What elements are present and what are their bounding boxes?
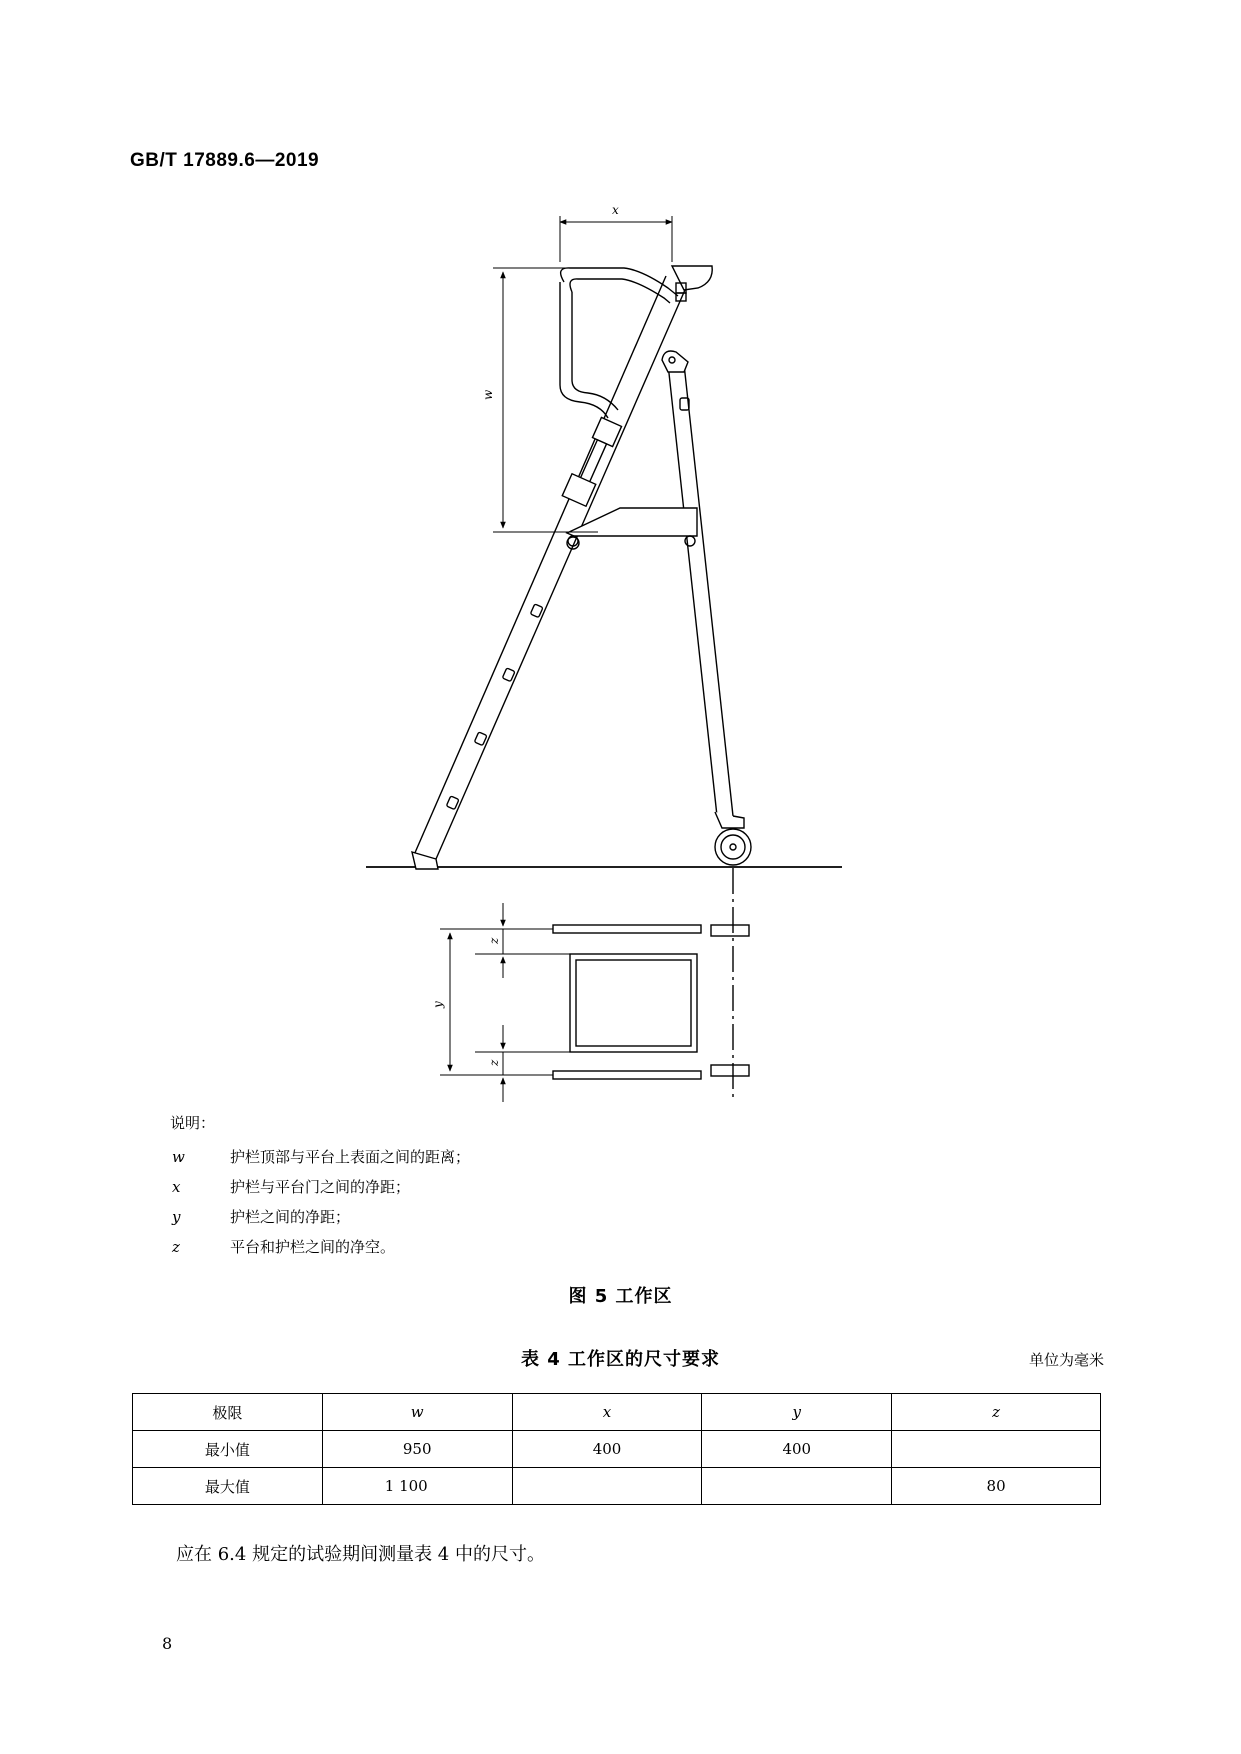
legend-text: 护栏与平台门之间的净距； <box>230 1178 411 1196</box>
legend-text: 护栏之间的净距； <box>230 1208 351 1226</box>
rear-leg <box>662 351 751 1100</box>
guardrail <box>560 266 712 506</box>
legend-item <box>170 1232 870 1262</box>
table-header: w <box>322 1394 512 1431</box>
legend-title: 说明： <box>170 1114 216 1132</box>
table-cell: 400 <box>512 1431 702 1468</box>
legend-symbol: w <box>172 1148 185 1166</box>
work-area-dimension-table <box>132 1393 1101 1505</box>
table-cell <box>702 1468 892 1505</box>
plan-view <box>440 903 749 1102</box>
legend-symbol: y <box>172 1208 181 1226</box>
table-cell: 950 <box>322 1431 512 1468</box>
table-row <box>133 1431 1101 1468</box>
table-header: y <box>702 1394 892 1431</box>
table-header: 极限 <box>133 1394 323 1431</box>
table-title: 表 4 工作区的尺寸要求 <box>520 1349 721 1370</box>
legend-item <box>170 1172 870 1202</box>
standard-code: GB/T 17889.6—2019 <box>130 150 320 171</box>
table-header-row <box>133 1394 1101 1431</box>
legend-text: 平台和护栏之间的净空。 <box>230 1238 396 1256</box>
page-number: 8 <box>162 1634 173 1653</box>
table-unit: 单位为毫米 <box>1028 1351 1104 1369</box>
table-header: x <box>512 1394 702 1431</box>
table-cell: 最大值 <box>133 1468 323 1505</box>
table-cell <box>892 1431 1101 1468</box>
legend-item <box>170 1202 870 1232</box>
table-cell: 1 100 <box>322 1468 512 1505</box>
legend-text: 护栏顶部与平台上表面之间的距离； <box>230 1148 471 1166</box>
figure-caption: 图 5 工作区 <box>568 1286 673 1307</box>
label-w: w <box>481 389 495 400</box>
table-cell <box>512 1468 702 1505</box>
legend-item <box>170 1142 870 1172</box>
figure-legend <box>170 1112 870 1262</box>
table-header: z <box>892 1394 1101 1431</box>
table-cell: 400 <box>702 1431 892 1468</box>
label-z-bottom: z <box>487 1059 501 1066</box>
measurement-note: 应在 6.4 规定的试验期间测量表 4 中的尺寸。 <box>176 1544 545 1565</box>
table-cell: 最小值 <box>133 1431 323 1468</box>
legend-symbol: x <box>172 1178 181 1196</box>
label-x: x <box>612 203 619 217</box>
table-row <box>133 1468 1101 1505</box>
legend-symbol: z <box>172 1238 180 1256</box>
table-cell: 80 <box>892 1468 1101 1505</box>
label-y: y <box>431 1001 445 1008</box>
label-z-top: z <box>487 937 501 944</box>
front-ladder <box>412 276 688 869</box>
